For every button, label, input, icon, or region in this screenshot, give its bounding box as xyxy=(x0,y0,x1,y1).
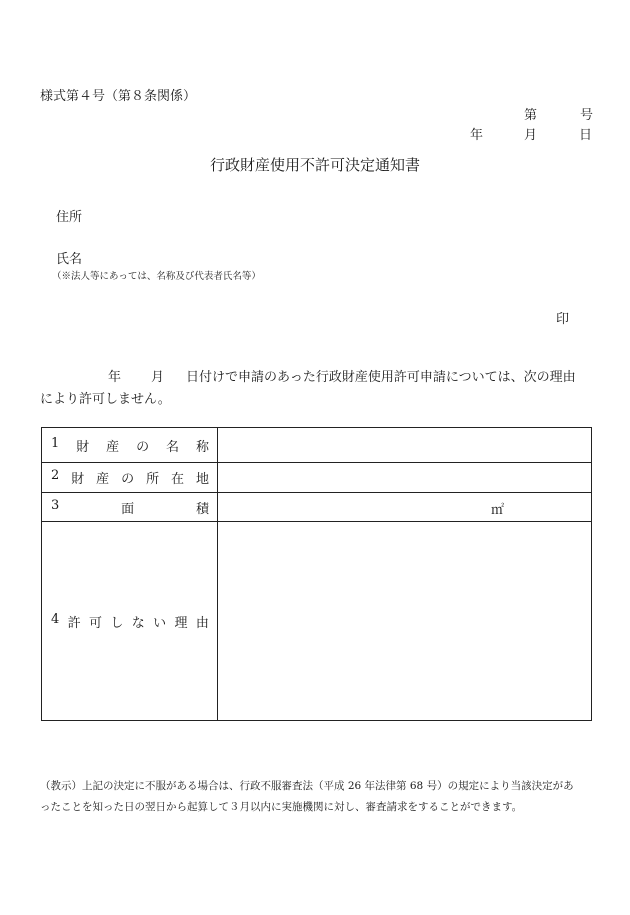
table-row xyxy=(42,428,592,463)
row-number: 4 xyxy=(51,611,60,627)
row-label-char: 財 xyxy=(71,472,85,487)
row-label-char: 所 xyxy=(146,472,160,487)
date-year: 年 xyxy=(470,128,484,143)
body-year: 年 xyxy=(108,370,122,385)
name-label: 氏名 xyxy=(56,252,83,267)
row-label-char: 名 xyxy=(166,439,180,455)
row-label-char: 可 xyxy=(89,615,103,631)
body-month: 月 xyxy=(151,370,165,385)
seal-mark: 印 xyxy=(556,312,570,327)
row-label-chars xyxy=(51,436,217,455)
body-paragraph xyxy=(40,367,595,411)
row-value-reason xyxy=(218,522,592,721)
row-label-area xyxy=(42,493,218,522)
name-note: （※法人等にあっては、名称及び代表者氏名等） xyxy=(52,271,261,282)
row-label-char: の xyxy=(121,472,135,487)
row-label-char: し xyxy=(110,615,124,631)
row-label-char: の xyxy=(136,439,150,455)
row-label-char: 地 xyxy=(195,472,209,487)
document-title: 行政財産使用不許可決定通知書 xyxy=(209,156,420,174)
body-line-2: により許可しません。 xyxy=(40,392,171,407)
number-prefix: 第 xyxy=(524,108,538,123)
property-table xyxy=(41,427,592,721)
row-label-char: 産 xyxy=(106,439,120,455)
form-number: 様式第４号（第８条関係） xyxy=(40,89,197,104)
notice-line-1: （教示）上記の決定に不服がある場合は、行政不服審査法（平成 26 年法律第 68 号）の規定により当該決定があ xyxy=(40,780,574,792)
row-label-char: 在 xyxy=(171,472,185,487)
table-row xyxy=(42,493,592,522)
row-number: 2 xyxy=(51,468,60,483)
row-number: 1 xyxy=(51,435,60,451)
row-label-char: 理 xyxy=(174,615,188,631)
body-line-1 xyxy=(40,367,595,389)
row-label-property-location xyxy=(42,463,218,493)
date-day: 日 xyxy=(579,128,593,143)
notice-line-2: ったことを知った日の翌日から起算して３月以内に実施機関に対し、審査請求をすることができます。 xyxy=(40,801,523,813)
area-unit: ㎡ xyxy=(491,503,505,518)
row-label-char: 財 xyxy=(76,439,90,455)
row-value-area xyxy=(218,493,592,522)
address-label: 住所 xyxy=(56,210,83,225)
row-label-char: 面 xyxy=(121,501,135,517)
row-label-char: 由 xyxy=(195,615,209,631)
table-row xyxy=(42,463,592,493)
row-label-char: 称 xyxy=(195,439,209,455)
row-label-char: な xyxy=(131,615,145,631)
row-label-char: 産 xyxy=(96,472,110,487)
row-label-char: 積 xyxy=(195,501,209,517)
date-month: 月 xyxy=(524,128,538,143)
row-label-chars xyxy=(51,498,217,517)
row-value-property-name xyxy=(218,428,592,463)
body-line-1-rest: 日付けで申請のあった行政財産使用許可申請については、次の理由 xyxy=(186,370,576,385)
row-label-chars xyxy=(51,468,217,487)
number-suffix: 号 xyxy=(580,108,594,123)
row-number: 3 xyxy=(51,497,60,513)
row-label-char: い xyxy=(153,615,167,631)
row-label-property-name xyxy=(42,428,218,463)
row-value-property-location xyxy=(218,463,592,493)
row-label-reason xyxy=(42,522,218,721)
table-row xyxy=(42,522,592,721)
row-label-chars xyxy=(51,612,217,631)
row-label-char: 許 xyxy=(67,615,81,631)
appeal-notice xyxy=(40,776,600,818)
